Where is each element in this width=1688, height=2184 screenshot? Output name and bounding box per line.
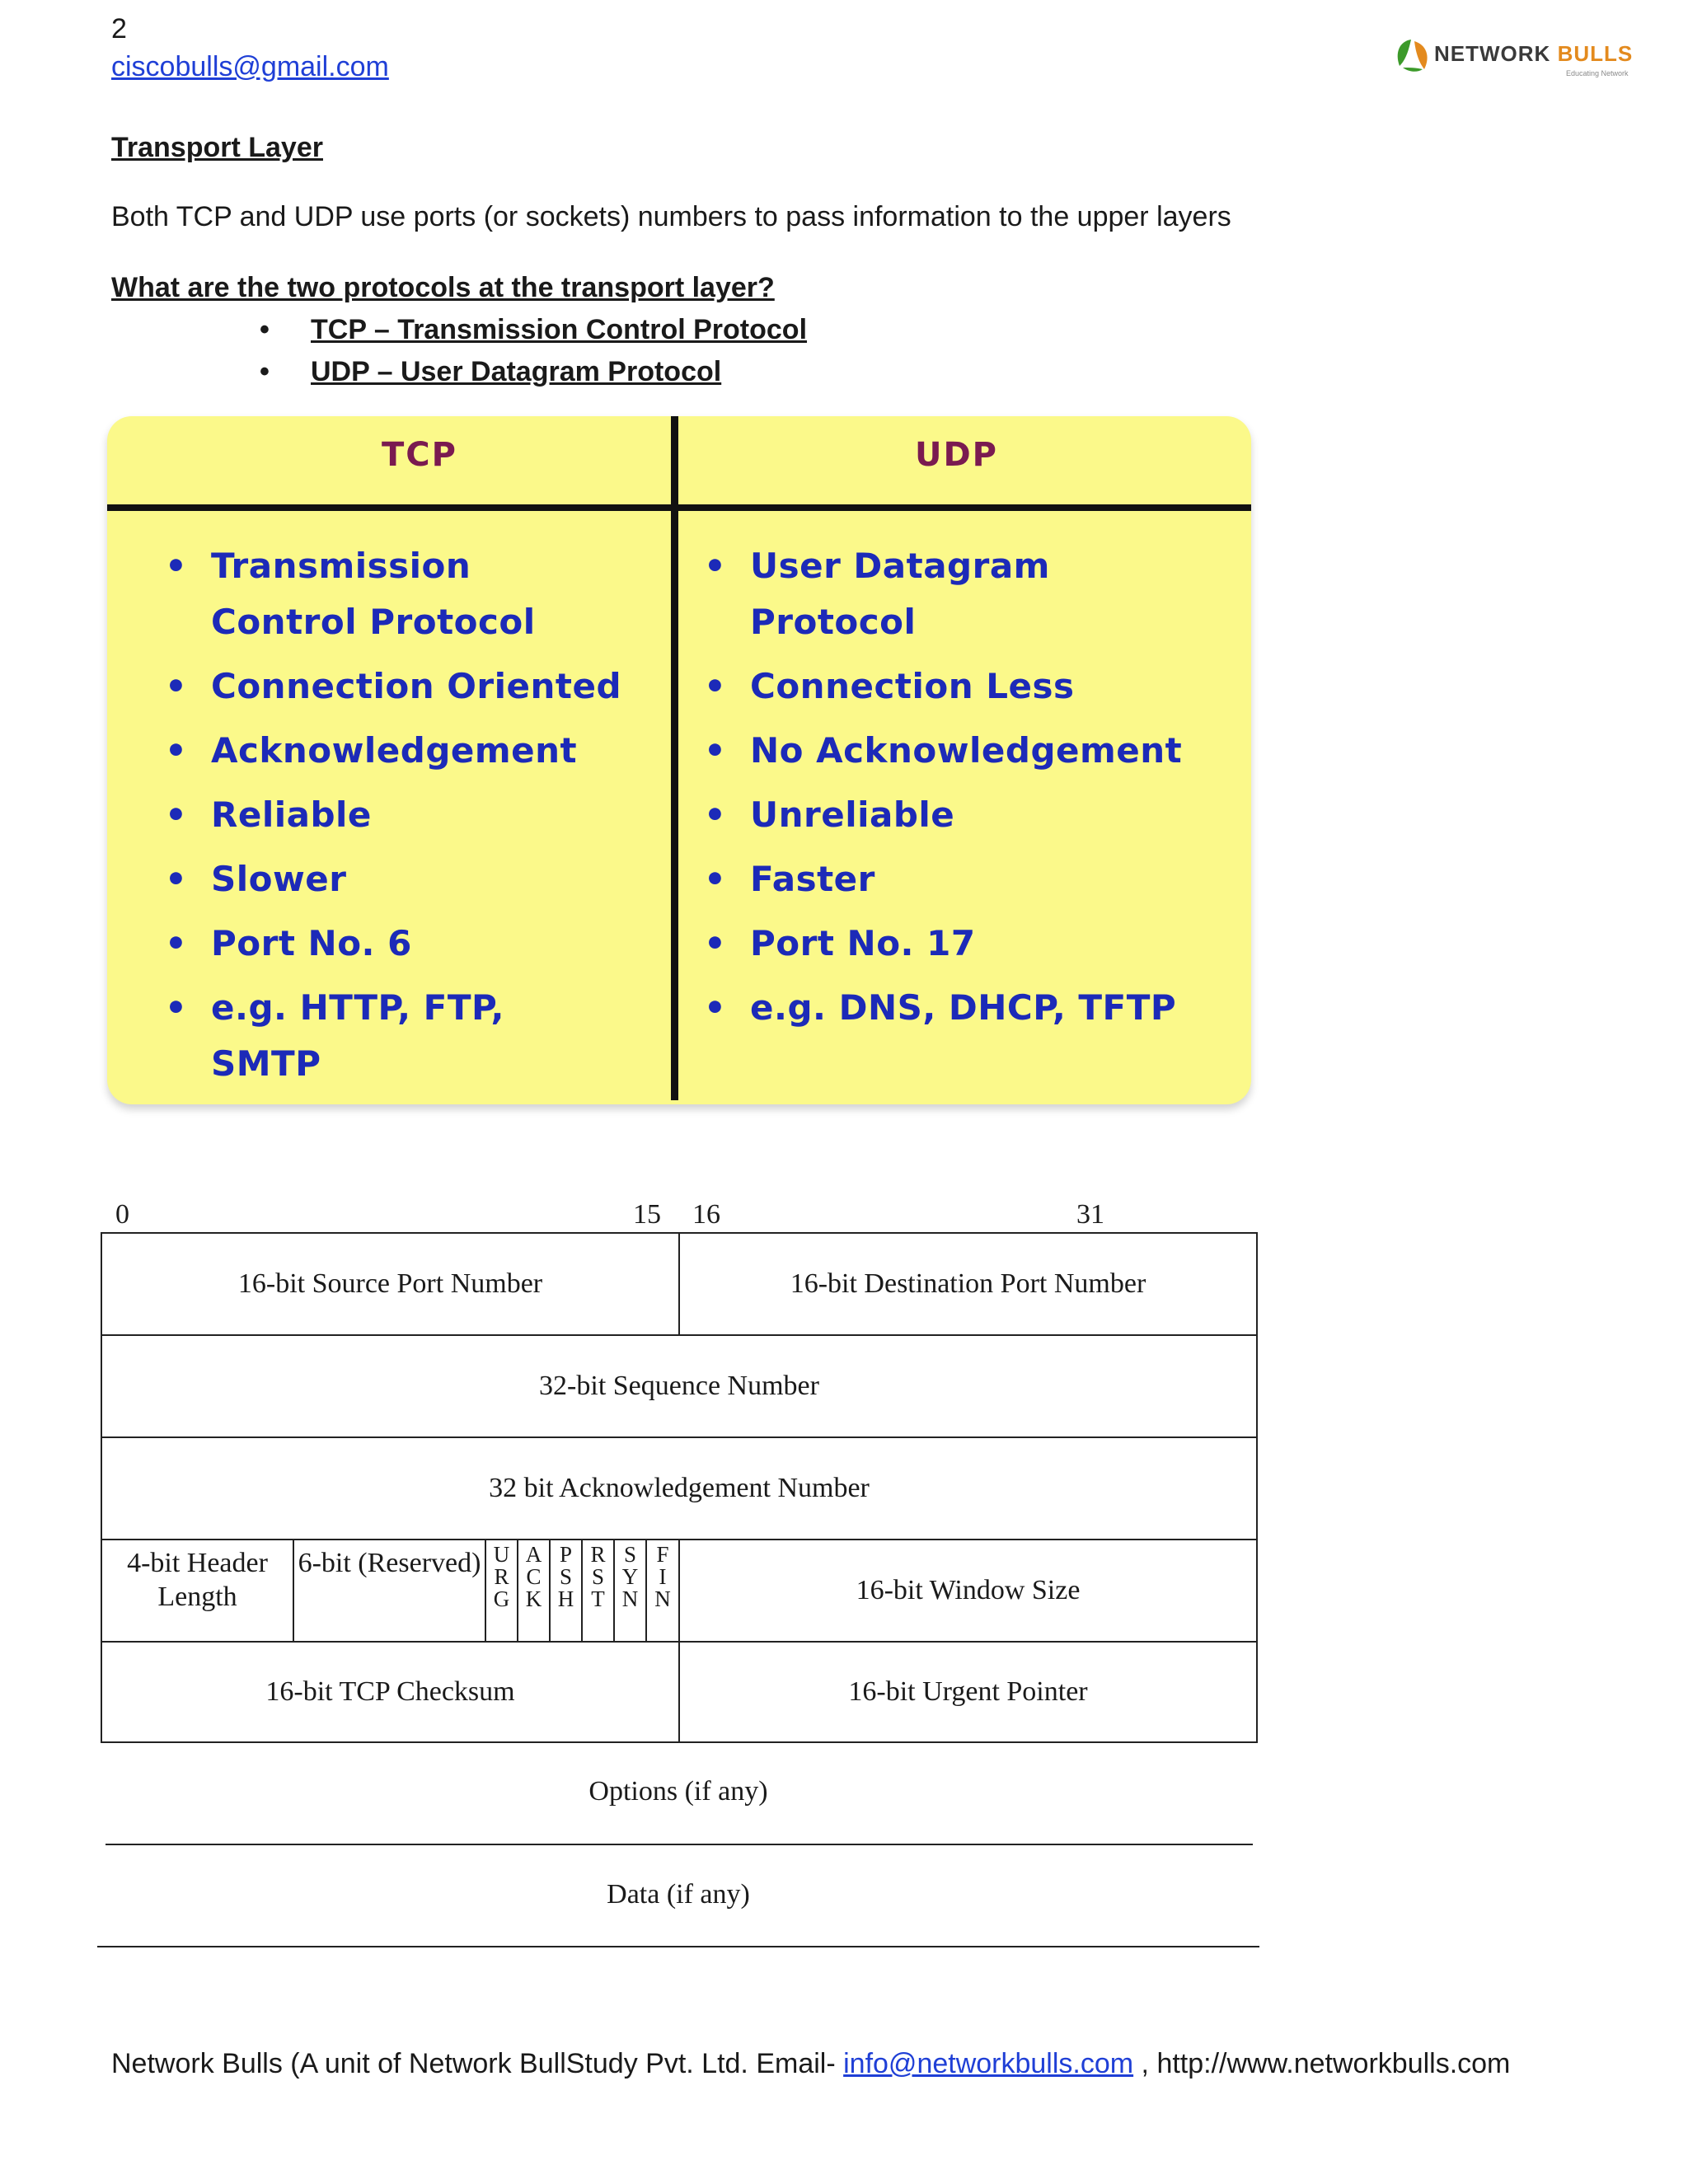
tcp-header-diagram [99, 1232, 1258, 1743]
protocol-list-item: • UDP – User Datagram Protocol [260, 356, 722, 387]
tcp-feature-list [165, 538, 626, 1100]
tcp-feature: • Connection Oriented [165, 658, 626, 715]
tcp-udp-comparison-table [107, 416, 1251, 1104]
udp-feature-list [704, 538, 1231, 1044]
urgent-pointer-field: 16-bit Urgent Pointer [678, 1641, 1258, 1743]
column-divider [671, 416, 678, 1100]
header-divider [107, 504, 1251, 511]
udp-feature: • e.g. DNS, DHCP, TFTP [704, 980, 1231, 1036]
header-length-field: 4-bit Header Length [101, 1539, 294, 1643]
intro-paragraph: Both TCP and UDP use ports (or sockets) numbers to pass information to the upper layers [111, 201, 1231, 232]
protocol-udp: UDP – User Datagram Protocol [311, 356, 722, 387]
section-title: Transport Layer [111, 132, 323, 163]
tcp-column-heading: TCP [382, 436, 457, 474]
footer-email-link[interactable]: info@networkbulls.com [843, 2048, 1134, 2079]
tcp-feature: • Transmission Control Protocol [165, 538, 626, 650]
bit-label-0: 0 [115, 1199, 129, 1230]
flag-syn: S Y N [613, 1539, 647, 1643]
data-row [97, 1846, 1259, 1949]
network-bulls-logo [1393, 36, 1640, 77]
flag-fin: F I N [645, 1539, 680, 1643]
protocol-list-item: • TCP – Transmission Control Protocol [260, 314, 808, 345]
flag-urg: U R G [485, 1539, 518, 1643]
data-field: Data (if any) [607, 1879, 750, 1910]
bit-label-31: 31 [1076, 1199, 1104, 1230]
tcp-feature: • Slower [165, 851, 626, 907]
options-row [99, 1743, 1258, 1846]
bit-label-15: 15 [633, 1199, 661, 1230]
tcp-feature: • Acknowledgement [165, 723, 626, 779]
page-number: 2 [111, 13, 127, 45]
options-field: Options (if any) [588, 1776, 768, 1807]
source-port-field: 16-bit Source Port Number [101, 1232, 680, 1336]
footer-prefix: Network Bulls (A unit of Network BullStudy Pvt. Ltd. Email- [111, 2048, 844, 2079]
logo-text-network: NETWORK [1434, 41, 1551, 66]
question-heading: What are the two protocols at the transport layer? [111, 272, 775, 303]
reserved-field: 6-bit (Reserved) [293, 1539, 486, 1643]
flag-ack: A C K [517, 1539, 551, 1643]
udp-feature: • Port No. 17 [704, 916, 1231, 972]
udp-feature: • User Datagram Protocol [704, 538, 1096, 650]
tcp-feature: • e.g. HTTP, FTP, SMTP [165, 980, 626, 1092]
bull-leaf-icon [1393, 36, 1432, 74]
udp-feature: • No Acknowledgement [704, 723, 1231, 779]
ack-number-field: 32 bit Acknowledgement Number [101, 1436, 1258, 1540]
tcp-feature: • Port No. 6 [165, 916, 626, 972]
udp-feature: • Connection Less [704, 658, 1231, 715]
options-divider [106, 1844, 1253, 1845]
destination-port-field: 16-bit Destination Port Number [678, 1232, 1258, 1336]
udp-feature: • Faster [704, 851, 1231, 907]
tcp-feature: • Reliable [165, 787, 626, 843]
header-email-link[interactable]: ciscobulls@gmail.com [111, 51, 389, 82]
checksum-field: 16-bit TCP Checksum [101, 1641, 680, 1743]
data-divider [97, 1946, 1259, 1947]
udp-column-heading: UDP [915, 436, 998, 474]
flag-rst: R S T [581, 1539, 615, 1643]
bit-label-16: 16 [692, 1199, 720, 1230]
flag-psh: P S H [549, 1539, 583, 1643]
sequence-number-field: 32-bit Sequence Number [101, 1334, 1258, 1438]
logo-text-bulls: BULLS [1557, 41, 1634, 66]
window-size-field: 16-bit Window Size [678, 1539, 1258, 1643]
footer-suffix: , http://www.networkbulls.com [1133, 2048, 1511, 2079]
footer [111, 2048, 1510, 2080]
protocol-tcp: TCP – Transmission Control Protocol [311, 314, 808, 345]
udp-feature: • Unreliable [704, 787, 1231, 843]
logo-tagline: Educating Network [1566, 69, 1629, 77]
